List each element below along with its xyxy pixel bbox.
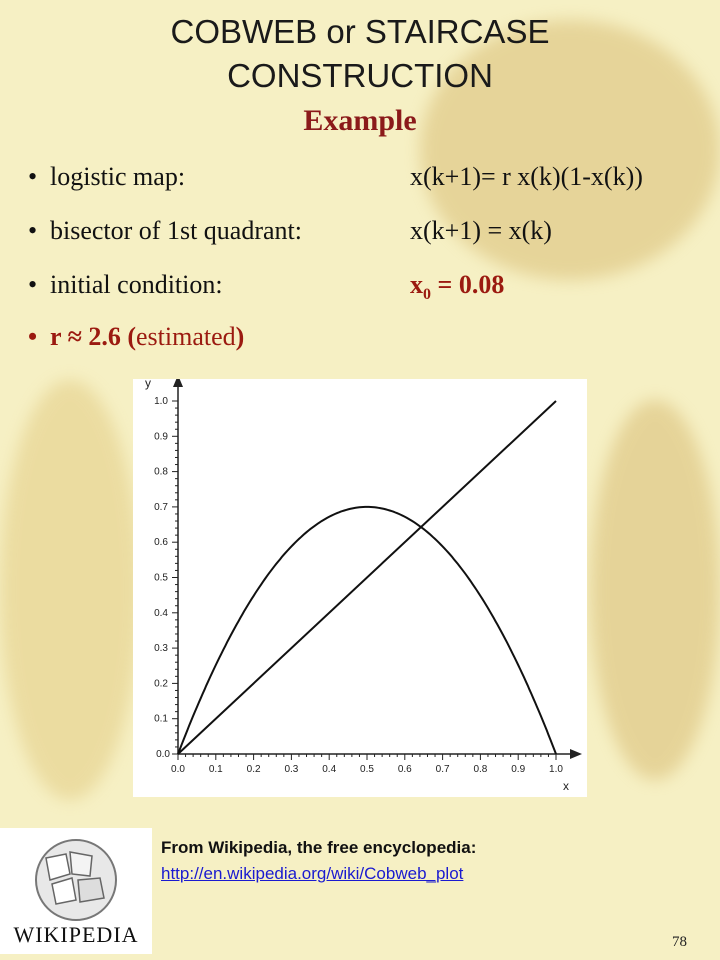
bullet-label: logistic map: bbox=[50, 162, 186, 191]
y-tick-label: 0.7 bbox=[154, 501, 168, 513]
bisector-line bbox=[178, 401, 556, 754]
x-tick-label: 0.9 bbox=[511, 764, 526, 775]
bullet-dot: • bbox=[28, 270, 38, 299]
bullet-logistic-map bbox=[28, 160, 185, 194]
slide-subtitle: Example bbox=[303, 104, 417, 137]
x-tick-label: 0.1 bbox=[208, 764, 223, 775]
x-tick-label: 0.6 bbox=[397, 764, 412, 775]
bisector-formula: x(k+1) = x(k) bbox=[410, 216, 552, 245]
bullet-label: initial condition: bbox=[50, 270, 223, 299]
y-tick-label: 0.2 bbox=[154, 678, 168, 690]
x-axis-arrow bbox=[570, 749, 582, 759]
x-tick-label: 0.3 bbox=[284, 764, 299, 775]
wikipedia-globe-icon bbox=[0, 828, 152, 954]
credit-text: From Wikipedia, the free encyclopedia: bbox=[161, 838, 477, 857]
r-estimate-end: ) bbox=[235, 322, 245, 351]
formula-subscript: 0 bbox=[423, 286, 431, 304]
y-axis-arrow bbox=[173, 379, 183, 387]
y-tick-label: 0.9 bbox=[154, 431, 168, 443]
bullet-bisector bbox=[28, 214, 302, 248]
page-number: 78 bbox=[672, 934, 687, 950]
bullet-dot: • bbox=[28, 322, 38, 351]
x-tick-label: 0.7 bbox=[435, 764, 450, 775]
x-tick-label: 0.0 bbox=[171, 764, 185, 775]
background-decoration bbox=[0, 380, 140, 800]
r-estimate-bold: r ≈ 2.6 ( bbox=[50, 322, 136, 351]
wikipedia-logo bbox=[0, 828, 152, 954]
slide-title-line1: COBWEB or STAIRCASE bbox=[170, 13, 550, 50]
y-tick-label: 0.6 bbox=[154, 537, 168, 549]
bullet-initial-condition bbox=[28, 268, 223, 302]
bullet-dot: • bbox=[28, 162, 38, 191]
y-tick-label: 0.3 bbox=[154, 643, 168, 655]
x-tick-label: 0.2 bbox=[246, 764, 261, 775]
r-estimate-note: estimated bbox=[136, 322, 236, 351]
initial-condition-formula bbox=[410, 268, 504, 312]
formula-x: x bbox=[410, 270, 423, 299]
cobweb-chart-svg bbox=[133, 379, 587, 797]
y-tick-label: 1.0 bbox=[154, 396, 168, 407]
bullet-r-estimate bbox=[28, 320, 244, 354]
logistic-map-formula: x(k+1)= r x(k)(1-x(k)) bbox=[410, 162, 643, 191]
cobweb-chart bbox=[133, 379, 587, 797]
y-axis-label: y bbox=[145, 379, 151, 390]
y-tick-label: 0.5 bbox=[154, 572, 168, 584]
y-tick-label: 0.0 bbox=[156, 749, 170, 760]
x-tick-label: 1.0 bbox=[549, 764, 563, 775]
y-tick-label: 0.4 bbox=[154, 607, 168, 619]
wikipedia-wordmark: WIKIPEDIA bbox=[13, 922, 139, 947]
bullet-dot: • bbox=[28, 216, 38, 245]
y-tick-label: 0.8 bbox=[154, 466, 168, 478]
source-link[interactable]: http://en.wikipedia.org/wiki/Cobweb_plot bbox=[161, 864, 464, 883]
x-tick-label: 0.8 bbox=[473, 764, 488, 775]
logistic-curve bbox=[178, 507, 556, 754]
x-axis-label: x bbox=[563, 779, 569, 793]
x-tick-label: 0.4 bbox=[322, 764, 337, 775]
formula-value: = 0.08 bbox=[431, 270, 505, 299]
background-decoration bbox=[590, 400, 720, 780]
bullet-label: bisector of 1st quadrant: bbox=[50, 216, 302, 245]
x-tick-label: 0.5 bbox=[360, 764, 374, 775]
slide-title-line2: CONSTRUCTION bbox=[227, 57, 493, 94]
y-tick-label: 0.1 bbox=[154, 713, 168, 725]
